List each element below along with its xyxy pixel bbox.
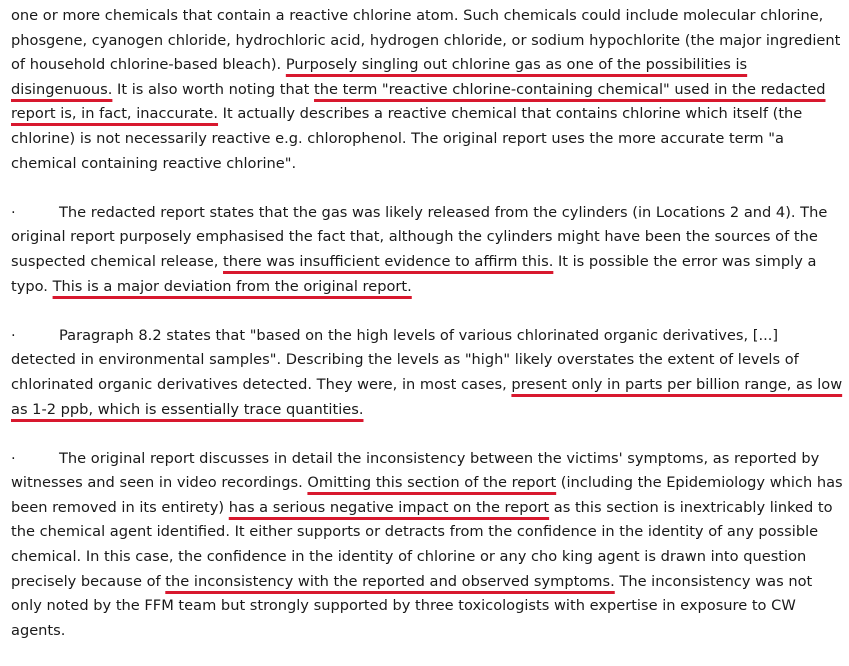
text-segment: one or more chemicals that contain a reactive chlorine atom. Such chemicals could include molecular chlorine, phosgene, cyanogen chloride, hydrochloric acid, hydrogen chloride, or sodium hypochlorite (the major ingredient of household chlorine-based bleach).	[11, 7, 841, 74]
underlined-phrase: present only in parts per billion range, as low as 1-2 ppb, which is essentially trace quantities.	[11, 375, 843, 418]
bullet-marker: ·	[11, 449, 16, 467]
text-segment: The original report discusses in detail the inconsistency between the victims' symptoms, as reported by witnesses and seen in video recordings.	[11, 449, 820, 492]
underlined-phrase: the term "reactive chlorine-containing chemical" used in the redacted report is, in fact, inaccurate.	[11, 80, 826, 123]
text-segment: The inconsistency was not only noted by the FFM team but strongly supported by three toxicologists with expertise in exposure to CW agents.	[11, 572, 813, 639]
underlined-phrase: Purposely singling out chlorine gas as one of the possibilities is disingenuous.	[11, 56, 748, 98]
text-segment: (including the Epidemiology which has been removed in its entirety)	[11, 474, 843, 516]
underlined-phrase: the inconsistency with the reported and observed symptoms.	[165, 572, 615, 590]
paragraph-cylinders	[11, 201, 843, 299]
paragraph-symptoms	[11, 447, 843, 644]
underlined-phrase: there was insufficient evidence to affirm this.	[223, 252, 554, 270]
text-segment: as this section is inextricably linked to the chemical agent identified. It either supports or detracts from the confidence in the identity of any possible chemical. In this case, the confidence in the identity of chlorine or any cho king agent is drawn into question precisely because of	[11, 498, 833, 590]
paragraph-chlorinated-levels	[11, 324, 843, 422]
text-segment: It actually describes a reactive chemical that contains chlorine which itself (the chlorine) is not necessarily reactive e.g. chlorophenol. The original report uses the more accurate term "a chemical containing reactive chlorine".	[11, 105, 803, 172]
text-segment: Paragraph 8.2 states that "based on the high levels of various chlorinated organic derivatives, [...] detected in environmental samples". Describing the levels as "high" likely overstates the extent of levels of chlorinated organic derivatives detected. They were, in most cases,	[11, 326, 799, 393]
paragraph-reactive-chlorine	[11, 4, 843, 176]
bullet-marker: ·	[11, 326, 16, 344]
document-body	[11, 4, 843, 643]
underlined-phrase: This is a major deviation from the original report.	[52, 277, 412, 295]
text-segment: It is also worth noting that	[112, 80, 315, 98]
bullet-marker: ·	[11, 203, 16, 221]
text-segment: The redacted report states that the gas was likely released from the cylinders (in Locations 2 and 4). The original report purposely emphasised the fact that, although the cylinders might have been the sources of the suspected chemical release,	[11, 203, 828, 270]
underlined-phrase: has a serious negative impact on the report	[228, 498, 550, 516]
underlined-phrase: Omitting this section of the report	[307, 474, 557, 492]
text-segment: It is possible the error was simply a typo.	[11, 252, 817, 295]
